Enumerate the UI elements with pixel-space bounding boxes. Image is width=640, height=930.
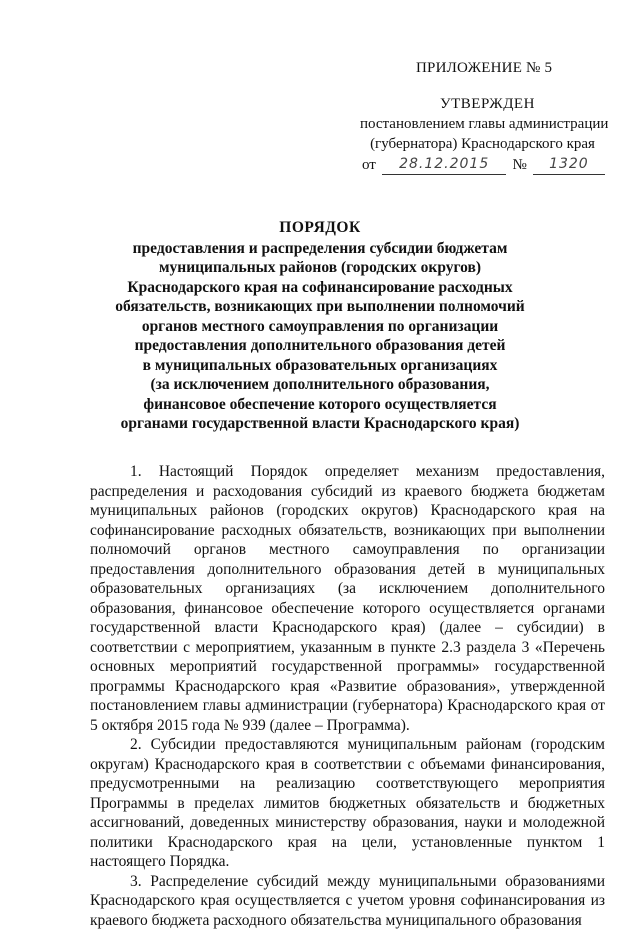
title-line: муниципальных районов (городских округов)	[80, 258, 560, 278]
title-line: в муниципальных образовательных организациях	[80, 356, 560, 376]
paragraph-2: 2. Субсидии предоставляются муниципальным районам (городским округам) Краснодарского края в соответствии с объемами финансирования, предусмотренными на реализацию соответствующего мероприятия Программы в пределах лимитов бюджетных обязательств и бюджетных ассигнований, доведенных министерству образования, науки и молодежной политики Краснодарского края на цели, установленные пунктом 1 настоящего Порядка.	[90, 735, 605, 872]
title-line: Краснодарского края на софинансирование расходных	[80, 278, 560, 298]
from-label: от	[362, 155, 376, 175]
number-label: №	[512, 155, 526, 175]
document-title	[80, 218, 560, 434]
title-line: обязательств, возникающих при выполнении полномочий	[80, 297, 560, 317]
approved-label: УТВЕРЖДЕН	[360, 94, 605, 114]
handwritten-number: 1320	[533, 154, 605, 175]
title-line: предоставления дополнительного образования детей	[80, 336, 560, 356]
approval-block	[360, 58, 605, 175]
title-line: органов местного самоуправления по организации	[80, 317, 560, 337]
title-main: ПОРЯДОК	[80, 218, 560, 238]
paragraph-3: 3. Распределение субсидий между муниципальными образованиями Краснодарского края осуществляется с учетом уровня софинансирования из краевого бюджета расходного обязательства муниципального образования	[90, 872, 605, 930]
approval-date-line	[360, 154, 605, 175]
title-line: финансовое обеспечение которого осуществляется	[80, 395, 560, 415]
handwritten-date: 28.12.2015	[382, 154, 507, 175]
title-line: предоставления и распределения субсидии бюджетам	[80, 239, 560, 259]
approval-line-1: постановлением главы администрации	[360, 114, 605, 134]
title-line: (за исключением дополнительного образования,	[80, 375, 560, 395]
appendix-label: ПРИЛОЖЕНИЕ № 5	[360, 58, 605, 78]
paragraph-1: 1. Настоящий Порядок определяет механизм предоставления, распределения и расходования субсидий из краевого бюджета бюджетам муниципальных районов (городских округов) Краснодарского края на софинансирование расходных обязательств, возникающих при выполнении полномочий органов местного самоуправления по организации предоставления дополнительного образования детей в муниципальных образовательных организациях (за исключением дополнительного образования, финансовое обеспечение которого осуществляется органами государственной власти Краснодарского края) (далее – субсидии) в соответствии с мероприятием, указанным в пункте 2.3 раздела 3 «Перечень основных мероприятий государственной программы» государственной программы Краснодарского края «Развитие образования», утвержденной постановлением главы администрации (губернатора) Краснодарского края от 5 октября 2015 года № 939 (далее – Программа).	[90, 462, 605, 735]
approval-line-2: (губернатора) Краснодарского края	[360, 134, 605, 154]
document-body	[90, 462, 605, 930]
title-line: органами государственной власти Краснодарского края)	[80, 414, 560, 434]
